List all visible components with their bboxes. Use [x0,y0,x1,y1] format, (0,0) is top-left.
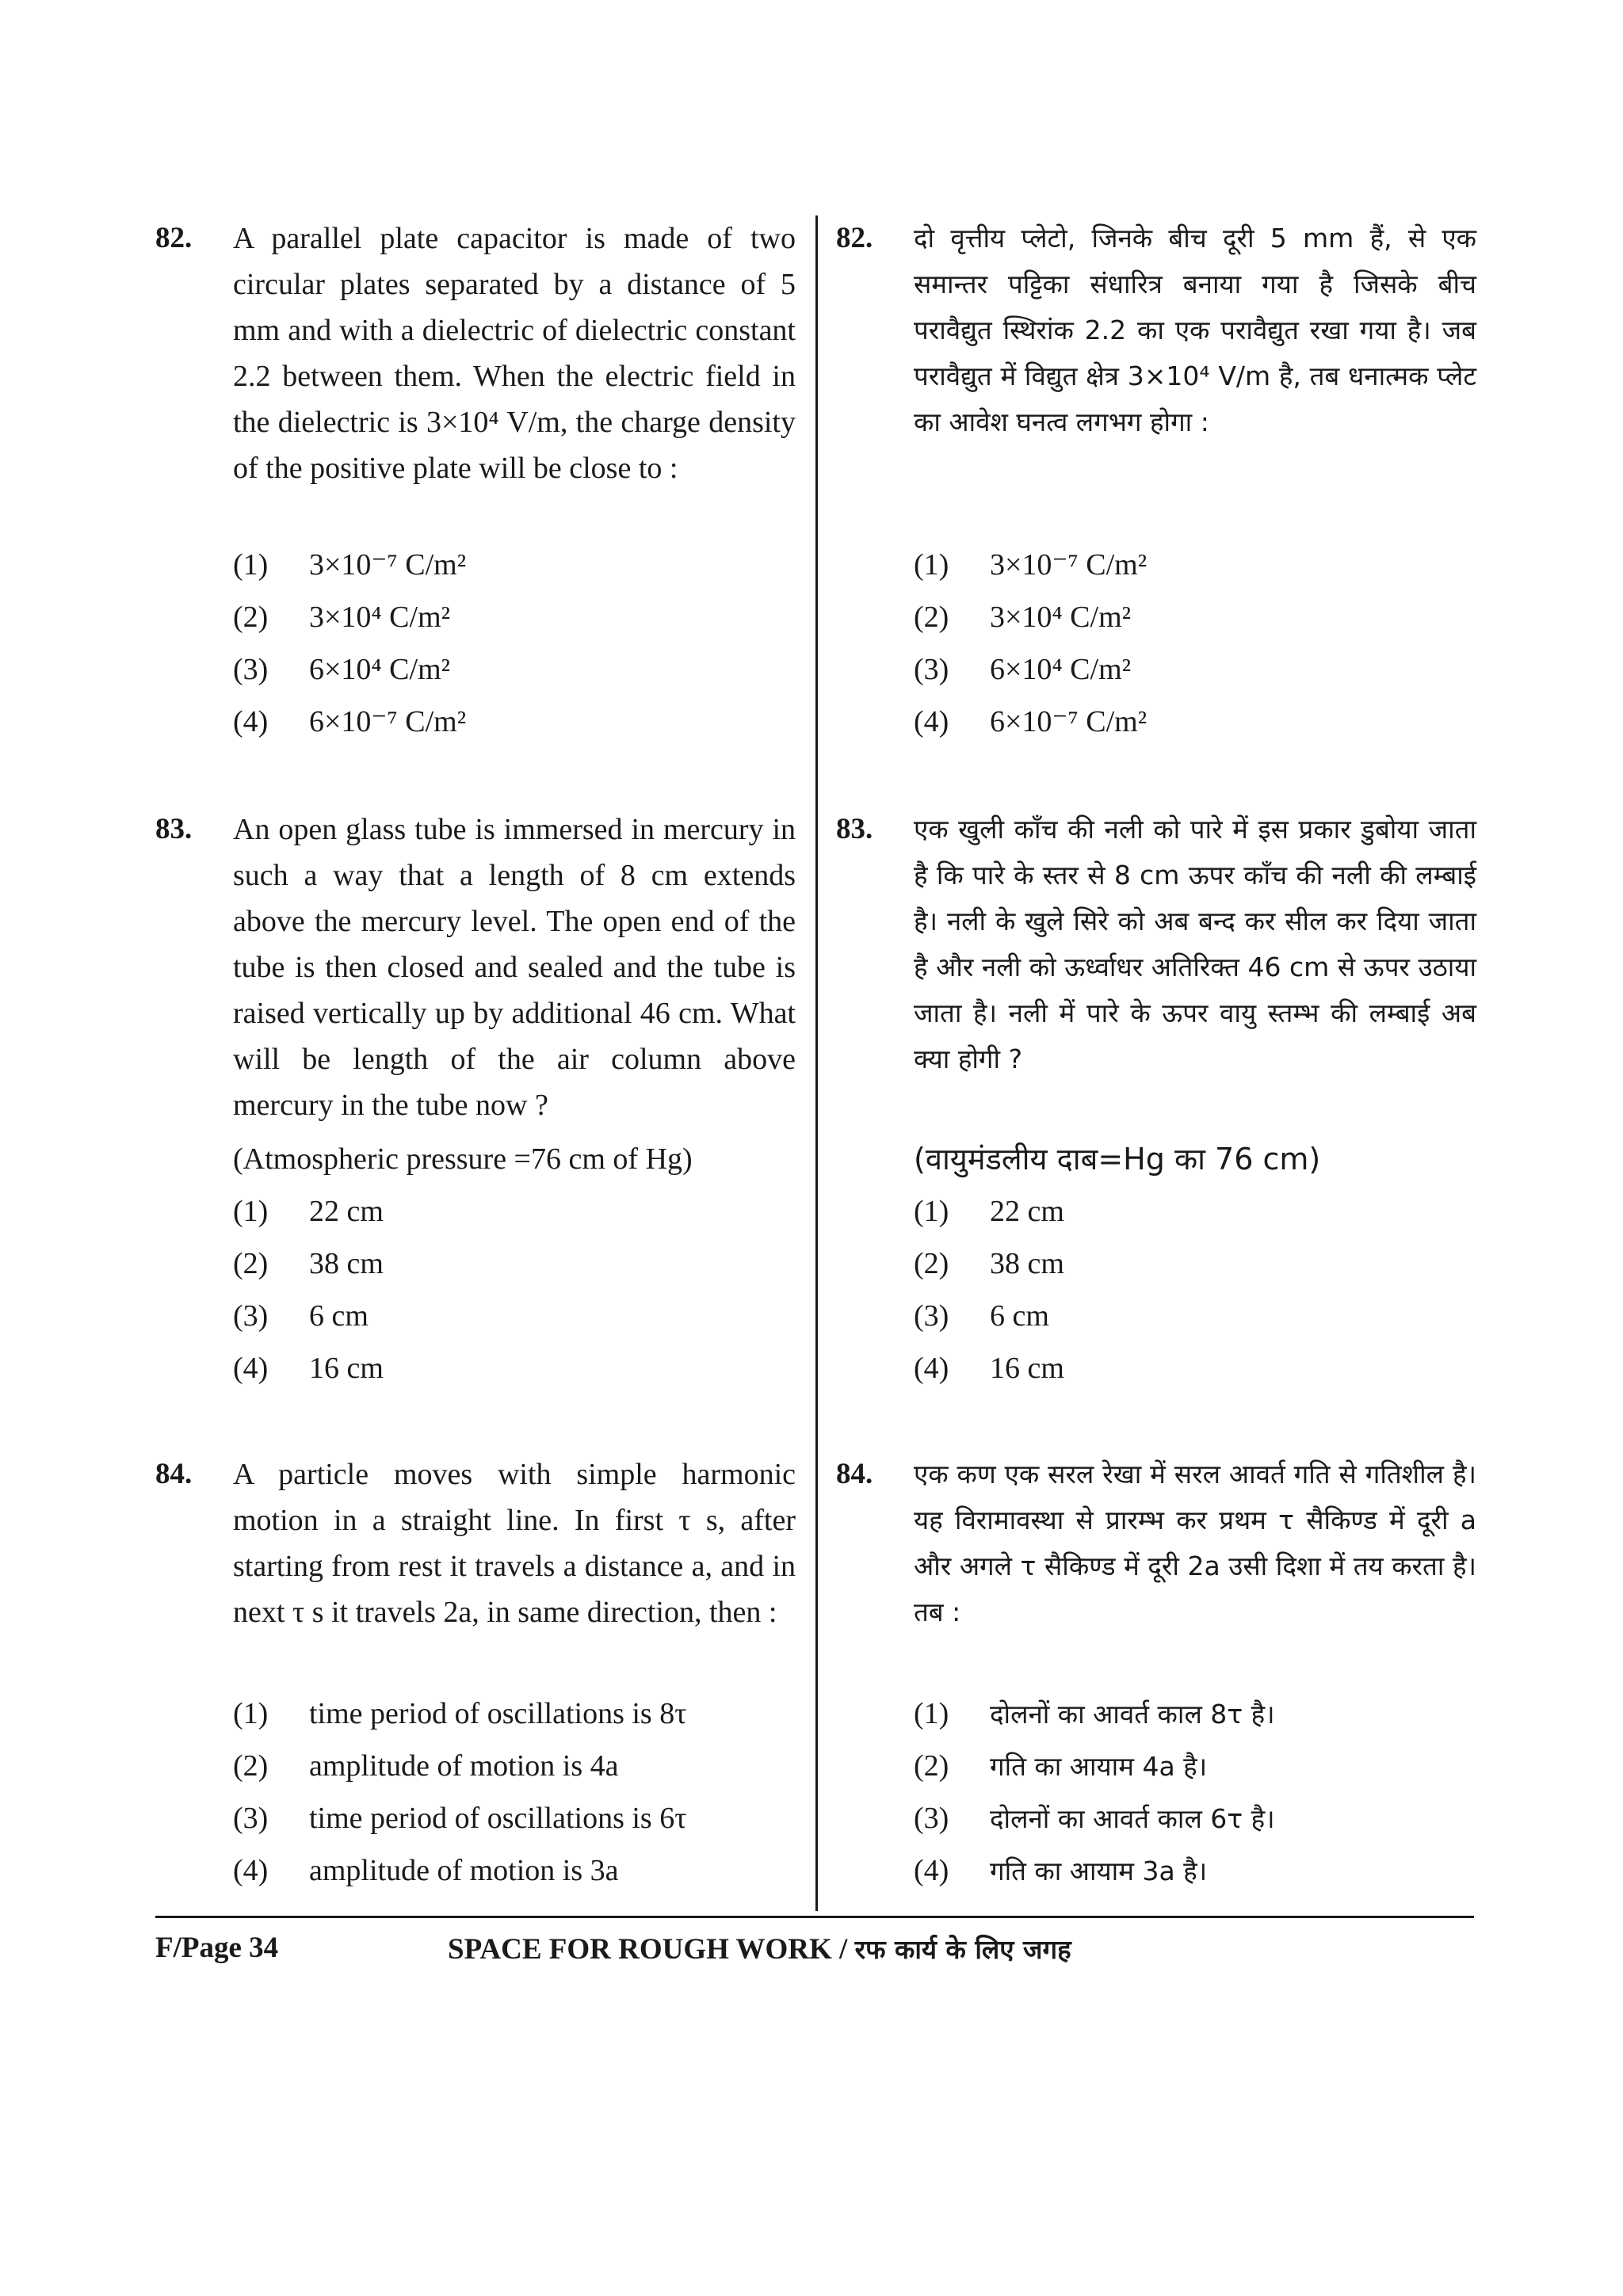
option-1: (1) 22 cm [233,1195,384,1228]
question-text: A particle moves with simple harmonic motion in a straight line. In first τ s, after starting from rest it travels a distance a, and in next τ s it travels 2a, in same direction, then : [233,1458,796,1629]
question-number: 84. [836,1458,873,1490]
option-4: (4) गति का आयाम 3a है। [914,1854,1208,1887]
option-1: (1) 3×10⁻⁷ C/m² [914,548,1148,582]
question-number: 82. [836,222,873,254]
option-4: (4) 6×10⁻⁷ C/m² [914,705,1148,738]
option-2: (2) 3×10⁴ C/m² [233,601,451,634]
question-text: एक खुली काँच की नली को पारे में इस प्रकार डुबोया जाता है कि पारे के स्तर से 8 cm ऊपर काँच की नली की लम्बाई है। नली के खुले सिरे को अब बन्द कर सील कर दिया जाता है और नली को ऊर्ध्वाधर अतिरिक्त 46 cm से ऊपर उठाया जाता है। नली में पारे के ऊपर वायु स्तम्भ की लम्बाई अब क्या होगी ? [914,814,1476,1074]
question-number: 83. [155,813,193,845]
question-note: (वायुमंडलीय दाब=Hg का 76 cm) [914,1142,1321,1177]
option-4: (4) 16 cm [233,1352,384,1385]
option-1: (1) 22 cm [914,1195,1064,1228]
question-text: A parallel plate capacitor is made of two circular plates separated by a distance of 5 mm and with a dielectric of dielectric constant 2.2 between them. When the electric field in the dielectric is 3×10⁴ V/m, the charge density of the positive plate will be close to : [233,222,796,485]
option-1: (1) 3×10⁻⁷ C/m² [233,548,467,582]
option-1: (1) दोलनों का आवर्त काल 8τ है। [914,1697,1275,1730]
question-text: An open glass tube is immersed in mercury in such a way that a length of 8 cm extends above the mercury level. The open end of the tube is then closed and sealed and the tube is raised vertically up by additional 46 cm. What will be length of the air column above mercury in the tube now ? [233,813,796,1122]
footer-rule [155,1916,1474,1918]
question-text: दो वृत्तीय प्लेटो, जिनके बीच दूरी 5 mm हैं, से एक समान्तर पट्टिका संधारित्र बनाया गया है जिसके बीच परावैद्युत स्थिरांक 2.2 का एक परावैद्युत रखा गया है। जब परावैद्युत में विद्युत क्षेत्र 3×10⁴ V/m है, तब धनात्मक प्लेट का आवेश घनत्व लगभग होगा : [914,223,1476,437]
option-4: (4) amplitude of motion is 3a [233,1854,619,1887]
option-3: (3) 6×10⁴ C/m² [233,653,451,686]
option-1: (1) time period of oscillations is 8τ [233,1697,687,1730]
option-3: (3) 6 cm [914,1299,1049,1333]
option-3: (3) time period of oscillations is 6τ [233,1802,687,1835]
question-number: 84. [155,1458,193,1490]
option-2: (2) amplitude of motion is 4a [233,1749,619,1783]
option-3: (3) 6×10⁴ C/m² [914,653,1132,686]
option-4: (4) 6×10⁻⁷ C/m² [233,705,467,738]
column-divider [815,215,818,1911]
option-3: (3) दोलनों का आवर्त काल 6τ है। [914,1802,1275,1835]
question-number: 83. [836,813,873,845]
option-2: (2) 38 cm [233,1247,384,1280]
question-note: (Atmospheric pressure =76 cm of Hg) [233,1142,693,1176]
question-text: एक कण एक सरल रेखा में सरल आवर्त गति से गतिशील है। यह विरामावस्था से प्रारम्भ कर प्रथम τ सैकिण्ड में दूरी a और अगले τ सैकिण्ड में दूरी 2a उसी दिशा में तय करता है। तब : [914,1459,1476,1627]
page-number: F/Page 34 [155,1932,279,1964]
option-4: (4) 16 cm [914,1352,1064,1385]
option-2: (2) 38 cm [914,1247,1064,1280]
option-2: (2) गति का आयाम 4a है। [914,1749,1208,1783]
option-3: (3) 6 cm [233,1299,369,1333]
rough-work-label: SPACE FOR ROUGH WORK / रफ कार्य के लिए जगह [448,1933,1071,1966]
question-number: 82. [155,222,193,254]
option-2: (2) 3×10⁴ C/m² [914,601,1132,634]
